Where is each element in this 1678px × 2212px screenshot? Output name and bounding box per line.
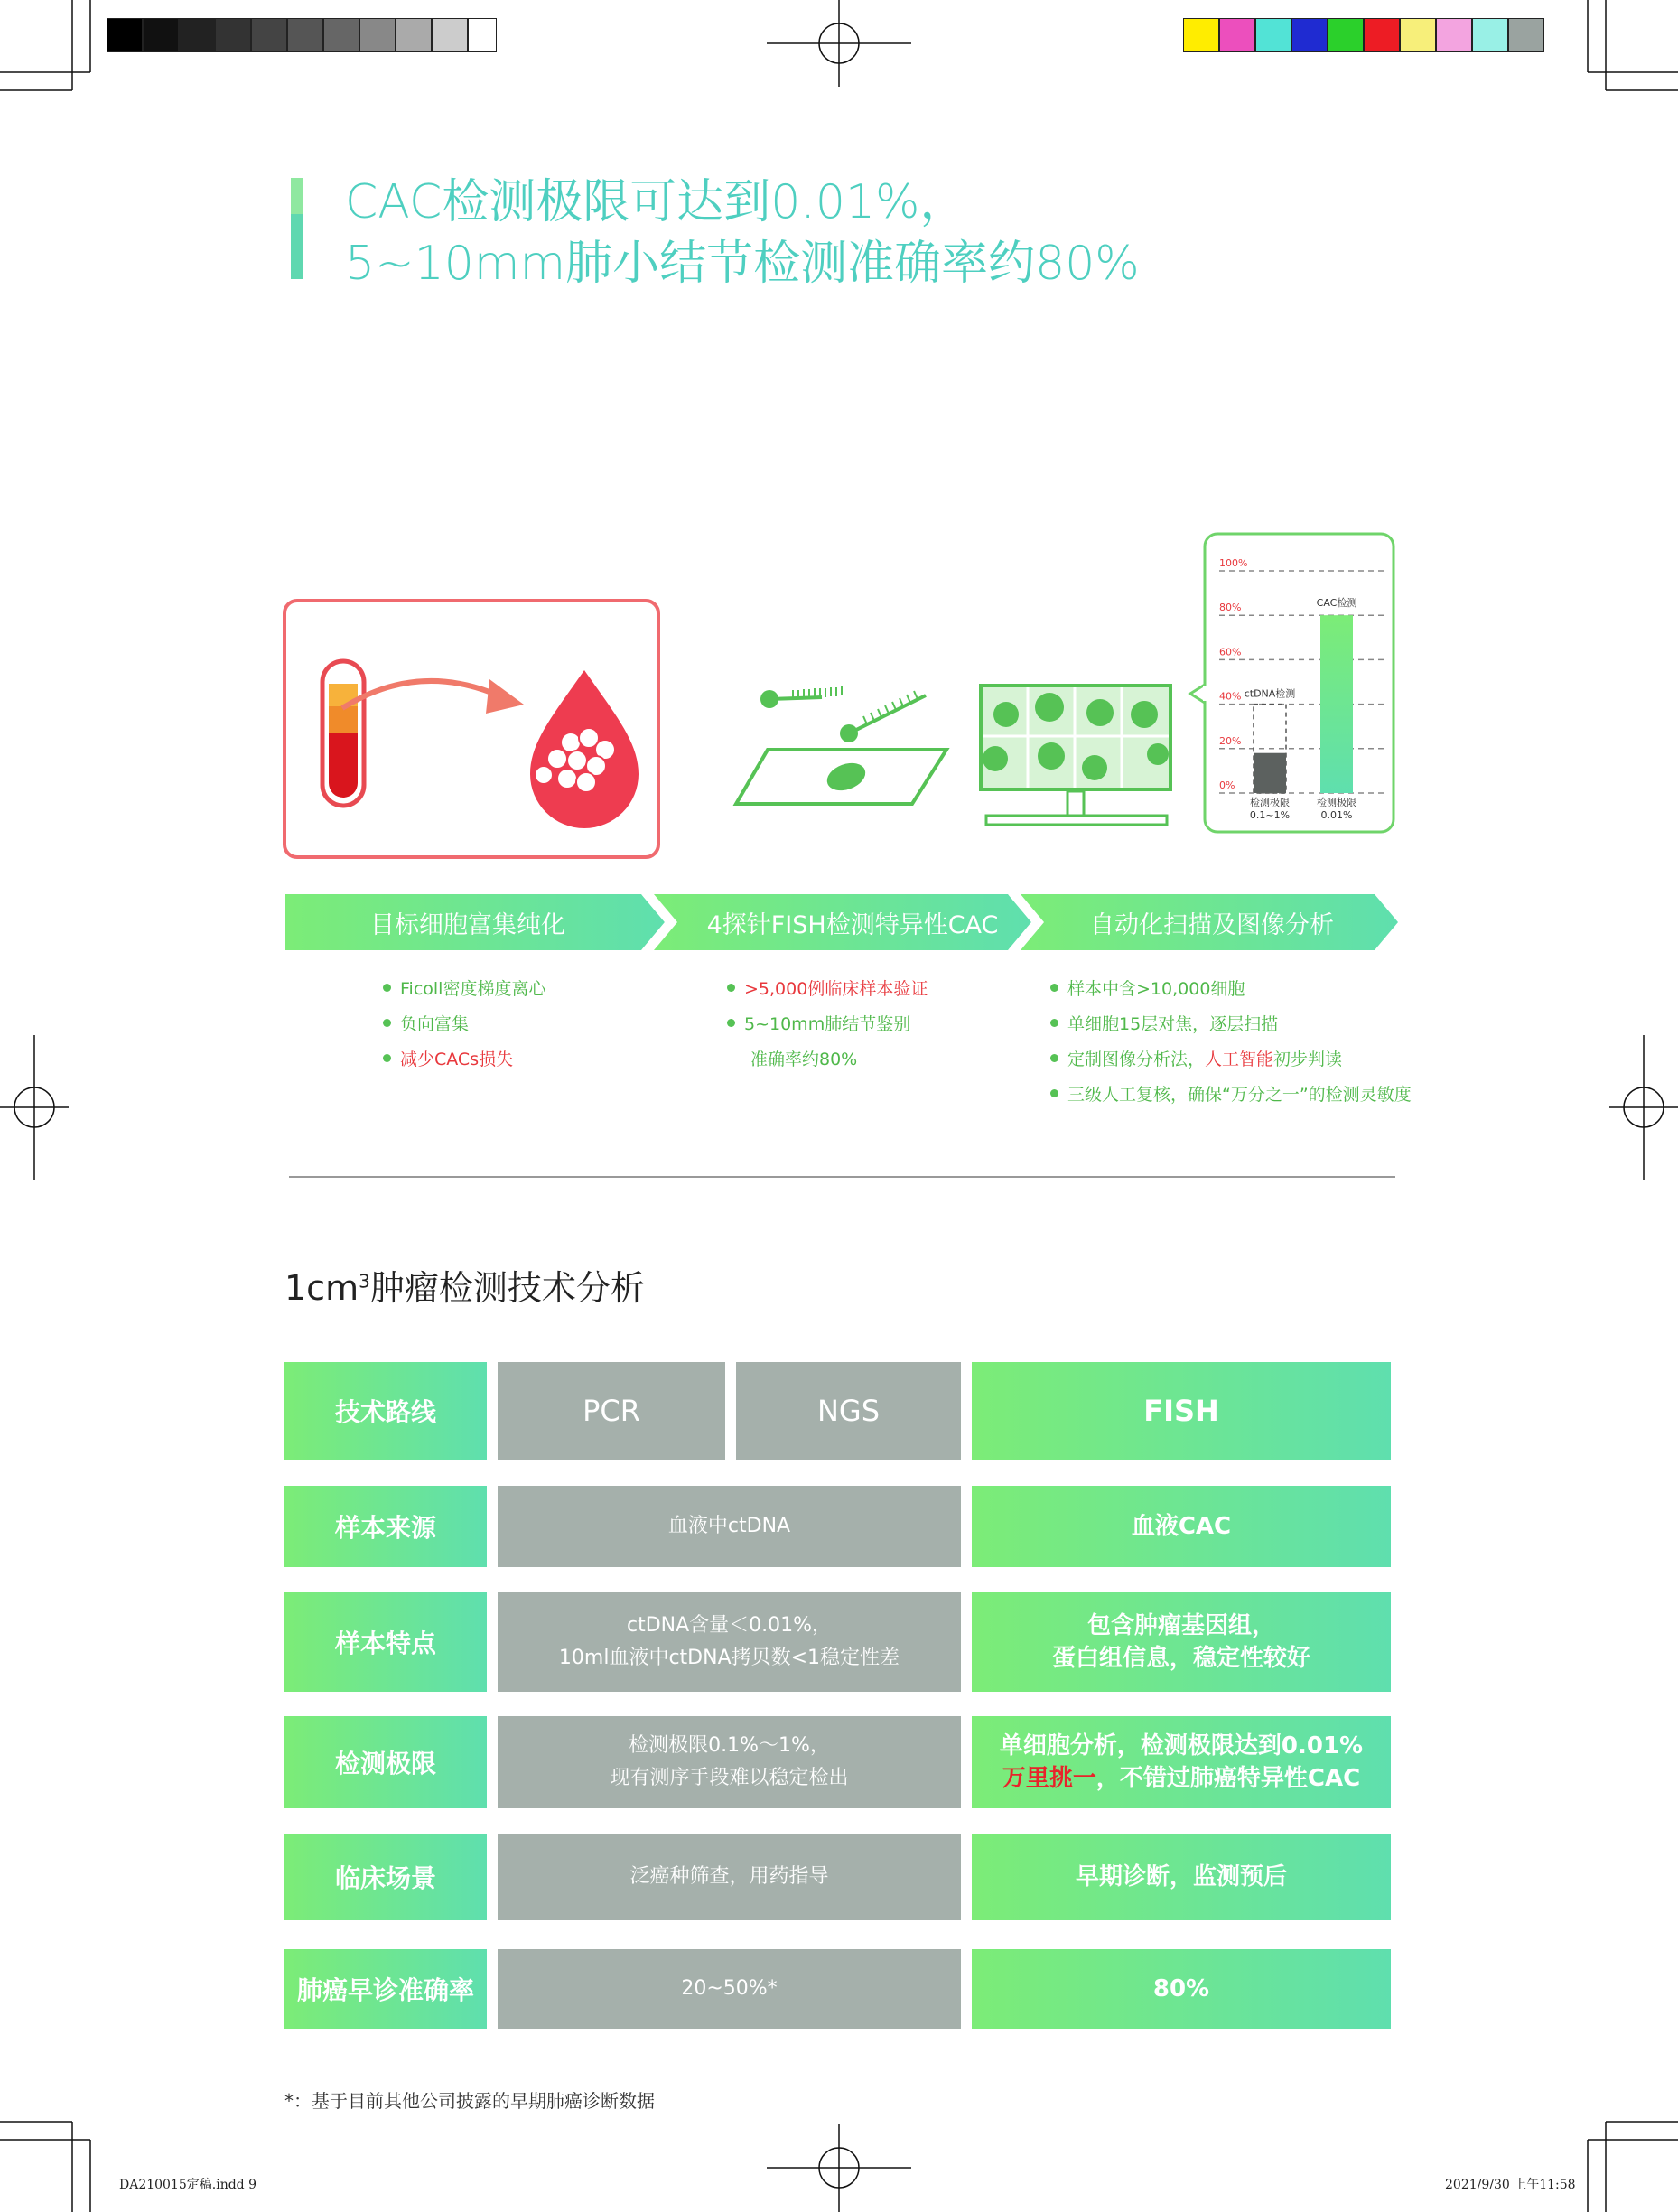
chart-tick-label: 20%	[1219, 734, 1242, 747]
blood-tube-icon	[322, 661, 364, 806]
ctdna-axis-value: 0.1~1%	[1249, 809, 1291, 821]
step-2-label: 4探针FISH检测特异性CAC	[706, 910, 999, 939]
bullet-item: >5,000例临床样本验证	[727, 972, 928, 1007]
step-3-bullets	[1050, 972, 1412, 1113]
bullet-item: 单细胞15层对焦，逐层扫描	[1050, 1007, 1412, 1042]
table-cell-fish: 80%	[972, 1949, 1391, 2029]
detection-chart	[1183, 531, 1396, 835]
bullet-item: 准确率约80%	[750, 1050, 858, 1069]
bullet-item: 减少CACs损失	[383, 1042, 545, 1078]
bullet-item: 5~10mm肺结节鉴别	[727, 1007, 928, 1042]
table-cell-fish: 包含肿瘤基因组， 蛋白组信息，稳定性较好	[972, 1592, 1391, 1692]
table-header-label: 技术路线	[284, 1362, 487, 1460]
table-header-fish: FISH	[972, 1362, 1391, 1460]
bullet-item: Ficoll密度梯度离心	[383, 972, 545, 1007]
footnote: *：基于目前其他公司披露的早期肺癌诊断数据	[284, 2090, 655, 2112]
cac-axis-label: 检测极限	[1317, 797, 1356, 808]
cac-label: CAC检测	[1316, 597, 1357, 610]
section-title: $1cm^3$肿瘤检测技术分析	[284, 1268, 645, 1308]
table-row-label: 检测极限	[284, 1716, 487, 1808]
cac-axis-value: 0.01%	[1320, 809, 1353, 821]
table-row-label: 临床场景	[284, 1834, 487, 1920]
cac-bar	[1320, 615, 1353, 793]
enrichment-card	[282, 598, 661, 860]
bullet-item: 样本中含>10,000细胞	[1050, 972, 1412, 1007]
scan-monitor-icon	[977, 682, 1176, 831]
table-cell-fish: 单细胞分析，检测极限达到0.01% 万里挑一，不错过肺癌特异性CAC	[972, 1716, 1391, 1808]
chart-plot	[1183, 531, 1396, 835]
table-header-pcr: PCR	[498, 1362, 725, 1460]
bullet-item: 三级人工复核，确保“万分之一”的检测灵敏度	[1050, 1078, 1412, 1113]
table-cell-other: 血液中ctDNA	[498, 1486, 961, 1567]
title-line-1: CAC检测极限可达到0.01%，	[345, 175, 967, 229]
table-cell-other: 20~50%*	[498, 1949, 961, 2029]
ctdna-axis-label: 检测极限	[1250, 797, 1290, 808]
title-line-2: 5~10mm肺小结节检测准确率约80%	[345, 237, 1140, 291]
table-cell-fish: 血液CAC	[972, 1486, 1391, 1567]
slug-left: DA210015定稿.indd 9	[119, 2178, 257, 2192]
bullet-item: 负向富集	[383, 1007, 545, 1042]
fish-probe-icon	[732, 677, 957, 813]
slug-right: 2021/9/30 上午11:58	[1445, 2178, 1576, 2192]
ctdna-bar	[1254, 753, 1286, 793]
chart-tick-label: 80%	[1219, 602, 1242, 614]
page-title	[345, 172, 1140, 294]
chart-tick-label: 100%	[1219, 557, 1248, 569]
table-row-label: 样本特点	[284, 1592, 487, 1692]
step-1-bullets	[383, 972, 545, 1078]
table-cell-fish: 早期诊断，监测预后	[972, 1834, 1391, 1920]
table-cell-other: 泛癌种筛查，用药指导	[498, 1834, 961, 1920]
table-cell-other: ctDNA含量＜0.01%， 10ml血液中ctDNA拷贝数<1稳定性差	[498, 1592, 961, 1692]
step-3-label: 自动化扫描及图像分析	[1090, 910, 1334, 939]
ctdna-label: ctDNA检测	[1244, 687, 1296, 700]
chart-tick-label: 40%	[1219, 690, 1242, 703]
table-header-ngs: NGS	[736, 1362, 961, 1460]
table-row-label: 肺癌早诊准确率	[284, 1949, 487, 2029]
table-row-label: 样本来源	[284, 1486, 487, 1567]
chart-tick-label: 60%	[1219, 646, 1242, 658]
section-divider	[289, 1176, 1395, 1178]
step-2-bullets	[727, 972, 928, 1078]
title-accent-bar-top	[291, 178, 303, 214]
chart-tick-label: 0%	[1219, 779, 1235, 791]
step-1-label: 目标细胞富集纯化	[370, 910, 565, 939]
table-cell-other: 检测极限0.1%～1%， 现有测序手段难以稳定检出	[498, 1716, 961, 1808]
bullet-item: 定制图像分析法，人工智能初步判读	[1050, 1042, 1412, 1078]
